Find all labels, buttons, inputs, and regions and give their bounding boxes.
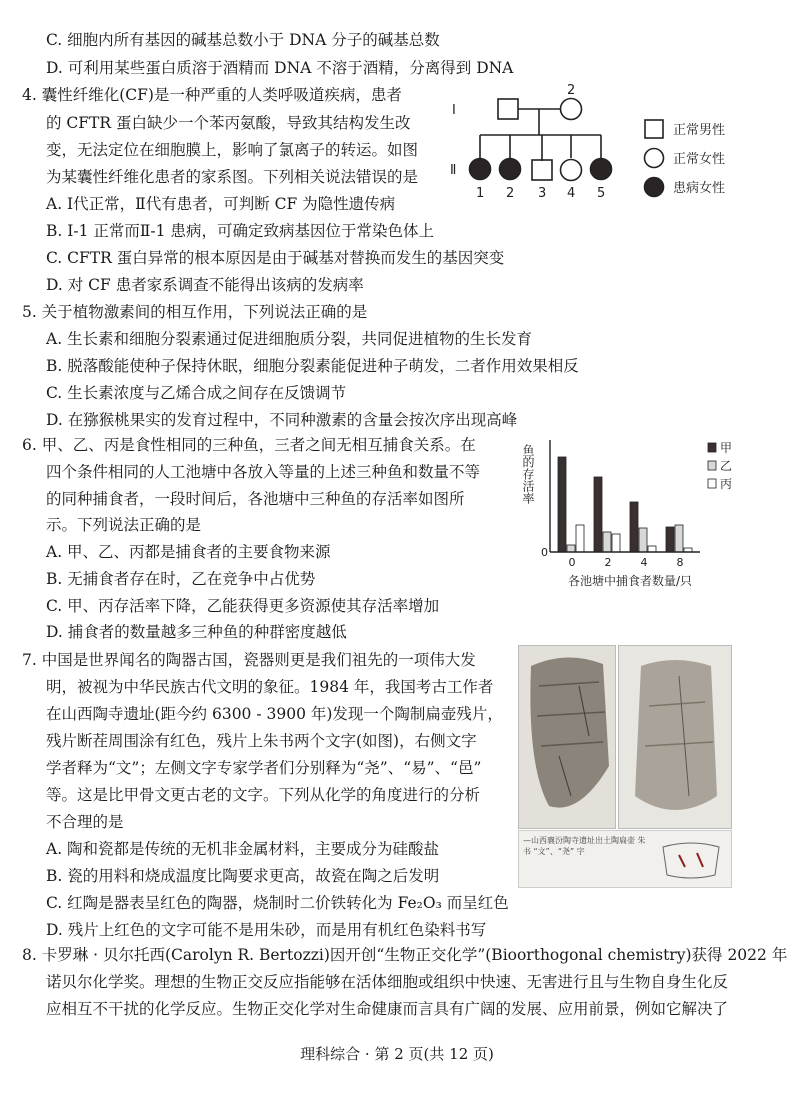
legend-swatch-甲 xyxy=(708,443,716,452)
pedigree-ii4-normal-female xyxy=(561,160,582,181)
q6-option-c: C. 甲、丙存活率下降，乙能获得更多资源使其存活率增加 xyxy=(46,597,440,615)
pottery-photo-right xyxy=(618,645,732,829)
q8-line-1: 8. 卡罗琳 · 贝尔托西(Carolyn R. Bertozzi)因开创“生物正交化学”(Bioorthogonal chemistry)获得 2022 年 xyxy=(22,946,788,964)
q6-option-d: D. 捕食者的数量越多三种鱼的种群密度越低 xyxy=(46,623,347,641)
pedigree-i2-label: 2 xyxy=(567,83,576,98)
bar-丙-0 xyxy=(576,525,584,552)
q7-option-b: B. 瓷的用料和烧成温度比陶要求更高，故瓷在陶之后发明 xyxy=(46,867,440,885)
legend-swatch-乙 xyxy=(708,461,716,470)
q7-line-3: 在山西陶寺遗址(距今约 6300 - 3900 年)发现一个陶制扁壶残片， xyxy=(46,705,503,723)
bar-乙-8 xyxy=(675,525,683,552)
q3-option-d: D. 可利用某些蛋白质溶于酒精而 DNA 不溶于酒精，分离得到 DNA xyxy=(46,59,514,77)
pottery-sketch-icon xyxy=(657,837,725,881)
legend-circle-icon xyxy=(645,149,664,168)
q6-line-2: 四个条件相同的人工池塘中各放入等量的上述三种鱼和数量不等 xyxy=(46,463,481,481)
legend-normal-female: 正常女性 xyxy=(673,152,726,167)
q5-option-a: A. 生长素和细胞分裂素通过促进细胞质分裂，共同促进植物的生长发育 xyxy=(46,330,533,348)
q6-line-3: 的同种捕食者，一段时间后，各池塘中三种鱼的存活率如图所 xyxy=(46,490,465,508)
q4-line-1: 4. 囊性纤维化(CF)是一种严重的人类呼吸道疾病，患者 xyxy=(22,86,402,104)
q7-line-5: 学者释为“文”；左侧文字专家学者们分别释为“尧”、“易”、“邑” xyxy=(46,759,482,777)
q4-line-2: 的 CFTR 蛋白缺少一个苯丙氨酸，导致其结构发生改 xyxy=(46,114,411,132)
pedigree-ii2-affected-female xyxy=(500,159,521,180)
chart-ylabel: 鱼的存活率 xyxy=(521,444,535,504)
q4-option-b: B. Ⅰ-1 正常而Ⅱ-1 患病，可确定致病基因位于常染色体上 xyxy=(46,222,434,240)
bar-乙-0 xyxy=(567,545,575,552)
pottery-caption-panel xyxy=(518,830,732,888)
pedigree-ii2-label: 2 xyxy=(506,186,515,201)
pedigree-ii1-affected-female xyxy=(470,159,491,180)
q7-line-4: 残片断茬周围涂有红色，残片上朱书两个文字(如图)，右侧文字 xyxy=(46,732,477,750)
q5-option-d: D. 在猕猴桃果实的发育过程中，不同种激素的含量会按次序出现高峰 xyxy=(46,411,518,429)
q8-line-3: 应相互不干扰的化学反应。生物正交化学对生命健康而言具有广阔的发展、应用前景，例如它解决了 xyxy=(46,1000,729,1018)
q4-line-4: 为某囊性纤维化患者的家系图。下列相关说法错误的是 xyxy=(46,168,419,186)
pedigree-ii5-label: 5 xyxy=(597,186,606,201)
bar-丙-2 xyxy=(612,534,620,552)
q7-line-1: 7. 中国是世界闻名的陶器古国，瓷器则更是我们祖先的一项伟大发 xyxy=(22,651,476,669)
q8-line-2: 诺贝尔化学奖。理想的生物正交反应指能够在活体细胞或组织中快速、无害进行且与生物自身生化反 xyxy=(46,973,729,991)
q4-line-3: 变，无法定位在细胞膜上，影响了氯离子的转运。如图 xyxy=(46,141,419,159)
bar-甲-0 xyxy=(558,457,566,552)
q6-option-a: A. 甲、乙、丙都是捕食者的主要食物来源 xyxy=(46,543,331,561)
chart-x-tick-4: 4 xyxy=(640,556,648,569)
pedigree-ii5-affected-female xyxy=(591,159,612,180)
q4-option-d: D. 对 CF 患者家系调查不能得出该病的发病率 xyxy=(46,276,364,294)
q7-line-7: 不合理的是 xyxy=(46,813,124,831)
q3-option-c: C. 细胞内所有基因的碱基总数小于 DNA 分子的碱基总数 xyxy=(46,31,440,49)
pedigree-ii1-label: 1 xyxy=(476,186,485,201)
chart-y-tick-0: 0 xyxy=(541,546,548,559)
legend-swatch-丙 xyxy=(708,479,716,488)
survival-bar-chart xyxy=(520,430,760,590)
q7-option-d: D. 残片上红色的文字可能不是用朱砂，而是用有机红色染料书写 xyxy=(46,921,487,939)
chart-x-tick-8: 8 xyxy=(676,556,684,569)
bar-乙-2 xyxy=(603,532,611,552)
q4-option-a: A. Ⅰ代正常，Ⅱ代有患者，可判断 CF 为隐性遗传病 xyxy=(46,195,396,213)
pedigree-gen-ii: Ⅱ xyxy=(450,163,457,178)
pottery-photo-caption: —山西襄汾陶寺遗址出土陶扁壶 朱书 “文”、“尧” 字 xyxy=(523,836,646,856)
legend-normal-male: 正常男性 xyxy=(673,123,726,138)
pedigree-ii4-label: 4 xyxy=(567,186,576,201)
legend-label-甲: 甲 xyxy=(720,441,733,455)
q5-option-b: B. 脱落酸能使种子保持休眠，细胞分裂素能促进种子萌发，二者作用效果相反 xyxy=(46,357,579,375)
legend-filled-circle-icon xyxy=(645,178,664,197)
chart-xlabel: 各池塘中捕食者数量/只 xyxy=(568,574,693,588)
legend-affected-female: 患病女性 xyxy=(673,181,726,196)
q7-line-6: 等。这是比甲骨文更古老的文字。下列从化学的角度进行的分析 xyxy=(46,786,481,804)
legend-label-乙: 乙 xyxy=(720,459,733,473)
legend-square-icon xyxy=(645,120,663,138)
pottery-photo-left xyxy=(518,645,616,829)
page-footer: 理科综合 · 第 2 页(共 12 页) xyxy=(300,1045,494,1063)
bar-甲-8 xyxy=(666,527,674,552)
pedigree-i1-normal-male xyxy=(498,99,518,119)
chart-x-tick-0: 0 xyxy=(568,556,576,569)
pedigree-figure xyxy=(440,80,770,210)
q7-option-a: A. 陶和瓷都是传统的无机非金属材料，主要成分为硅酸盐 xyxy=(46,840,440,858)
bar-丙-4 xyxy=(648,546,656,552)
pedigree-gen-i: Ⅰ xyxy=(452,103,456,118)
chart-x-tick-2: 2 xyxy=(604,556,612,569)
pedigree-ii3-normal-male xyxy=(532,160,552,180)
q6-option-b: B. 无捕食者存在时，乙在竞争中占优势 xyxy=(46,570,316,588)
legend-label-丙: 丙 xyxy=(720,477,733,491)
q5-stem: 5. 关于植物激素间的相互作用，下列说法正确的是 xyxy=(22,303,368,321)
q7-line-2: 明，被视为中华民族古代文明的象征。1984 年，我国考古工作者 xyxy=(46,678,494,696)
bar-甲-2 xyxy=(594,477,602,552)
q7-option-c: C. 红陶是器表呈红色的陶器，烧制时二价铁转化为 Fe₂O₃ 而呈红色 xyxy=(46,894,509,912)
bar-甲-4 xyxy=(630,502,638,552)
q4-option-c: C. CFTR 蛋白异常的根本原因是由于碱基对替换而发生的基因突变 xyxy=(46,249,505,267)
bar-乙-4 xyxy=(639,528,647,552)
q6-line-1: 6. 甲、乙、丙是食性相同的三种鱼，三者之间无相互捕食关系。在 xyxy=(22,436,476,454)
pedigree-i2-normal-female xyxy=(561,99,582,120)
pedigree-ii3-label: 3 xyxy=(538,186,547,201)
q6-line-4: 示。下列说法正确的是 xyxy=(46,516,202,534)
q5-option-c: C. 生长素浓度与乙烯合成之间存在反馈调节 xyxy=(46,384,347,402)
